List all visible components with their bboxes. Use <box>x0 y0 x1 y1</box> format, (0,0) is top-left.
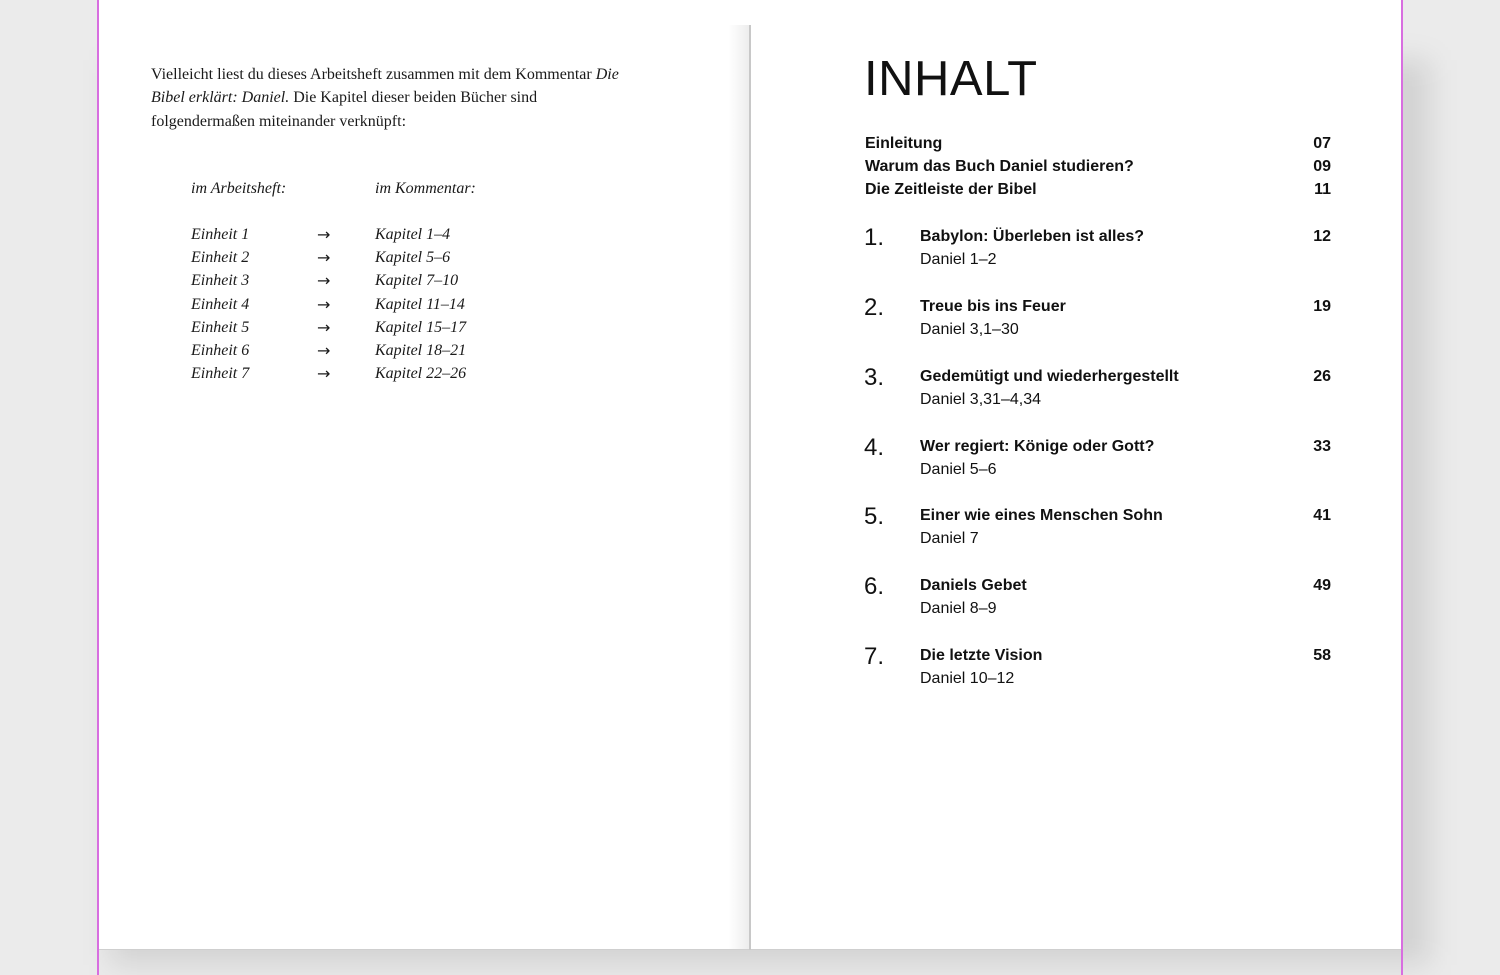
toc-chapter <box>864 294 1331 348</box>
unit-label: Einheit 1 <box>191 226 250 243</box>
previous-page-edge <box>97 0 1403 26</box>
chapter-title: Babylon: Überleben ist alles? <box>920 228 1145 245</box>
toc-page-number: 58 <box>1313 647 1331 664</box>
unit-label: Einheit 3 <box>191 272 250 289</box>
toc-chapter <box>864 573 1331 627</box>
unit-label: Einheit 6 <box>191 342 250 359</box>
right-page <box>750 25 1402 950</box>
chapter-number: 2. <box>864 294 885 321</box>
chapter-title: Wer regiert: Könige oder Gott? <box>920 438 1155 455</box>
chapter-range: Kapitel 1–4 <box>375 226 451 243</box>
chapter-scripture: Daniel 10–12 <box>920 670 1015 687</box>
toc-entry-label: Warum das Buch Daniel studieren? <box>865 158 1134 175</box>
toc-page-number: 07 <box>1313 135 1331 152</box>
mapping-row <box>191 249 521 273</box>
unit-label: Einheit 7 <box>191 365 250 382</box>
unit-label: Einheit 5 <box>191 319 250 336</box>
toc-entry <box>865 158 1331 180</box>
toc-chapter <box>864 434 1331 488</box>
book-gutter <box>749 25 751 950</box>
commentary-title: Die Bibel erklärt: Daniel. <box>151 66 619 107</box>
page-title: INHALT <box>864 52 1038 106</box>
chapter-range: Kapitel 18–21 <box>375 342 467 359</box>
toc-chapter <box>864 224 1331 278</box>
chapter-range: Kapitel 5–6 <box>375 249 451 266</box>
chapter-scripture: Daniel 8–9 <box>920 600 997 617</box>
gutter-shadow <box>728 25 749 949</box>
toc-page-number: 19 <box>1313 298 1331 315</box>
toc-chapter <box>864 643 1331 697</box>
toc-page-number: 33 <box>1313 438 1331 455</box>
chapter-number: 7. <box>864 643 885 670</box>
chapter-title: Einer wie eines Menschen Sohn <box>920 507 1163 524</box>
right-arrow-icon: → <box>317 225 331 244</box>
left-page <box>98 25 749 950</box>
chapter-title: Daniels Gebet <box>920 577 1027 594</box>
mapping-row <box>191 319 521 343</box>
right-arrow-icon: → <box>317 341 331 360</box>
toc-page-number: 11 <box>1314 181 1331 198</box>
toc-entry <box>865 181 1331 203</box>
commentary-column-header: im Kommentar: <box>375 180 476 197</box>
intro-paragraph <box>151 63 621 133</box>
chapter-scripture: Daniel 5–6 <box>920 461 997 478</box>
right-arrow-icon: → <box>317 295 331 314</box>
chapter-number: 5. <box>864 503 885 530</box>
toc-page-number: 49 <box>1313 577 1331 594</box>
chapter-title: Die letzte Vision <box>920 647 1043 664</box>
mapping-row <box>191 342 521 366</box>
right-arrow-icon: → <box>317 318 331 337</box>
intro-text-end: Die Kapitel dieser beiden Bücher sind folgendermaßen miteinander verknüpft: <box>151 89 538 130</box>
chapter-scripture: Daniel 3,1–30 <box>920 321 1019 338</box>
chapter-title: Treue bis ins Feuer <box>920 298 1066 315</box>
toc-page-number: 12 <box>1313 228 1331 245</box>
chapter-scripture: Daniel 7 <box>920 530 979 547</box>
toc-page-number: 41 <box>1313 507 1331 524</box>
toc-entry-label: Die Zeitleiste der Bibel <box>865 181 1037 198</box>
mapping-row <box>191 365 521 389</box>
right-arrow-icon: → <box>317 271 331 290</box>
toc-chapter <box>864 364 1331 418</box>
chapter-scripture: Daniel 1–2 <box>920 251 997 268</box>
workbook-column-header: im Arbeitsheft: <box>191 180 287 197</box>
chapter-number: 1. <box>864 224 885 251</box>
unit-label: Einheit 4 <box>191 296 250 313</box>
chapter-range: Kapitel 7–10 <box>375 272 459 289</box>
mapping-row <box>191 296 521 320</box>
trim-line-right <box>1401 0 1403 975</box>
toc-entry-label: Einleitung <box>865 135 943 152</box>
mapping-row <box>191 272 521 296</box>
mapping-row <box>191 226 521 250</box>
chapter-scripture: Daniel 3,31–4,34 <box>920 391 1041 408</box>
right-arrow-icon: → <box>317 364 331 383</box>
chapter-number: 4. <box>864 434 885 461</box>
chapter-range: Kapitel 15–17 <box>375 319 467 336</box>
mapping-header <box>191 180 521 204</box>
toc-chapter <box>864 503 1331 557</box>
chapter-range: Kapitel 22–26 <box>375 365 467 382</box>
intro-text-start: Vielleicht liest du dieses Arbeitsheft zusammen mit dem Kommentar <box>151 66 596 83</box>
chapter-number: 6. <box>864 573 885 600</box>
right-arrow-icon: → <box>317 248 331 267</box>
chapter-range: Kapitel 11–14 <box>375 296 465 313</box>
unit-label: Einheit 2 <box>191 249 250 266</box>
chapter-title: Gedemütigt und wiederhergestellt <box>920 368 1179 385</box>
toc-page-number: 26 <box>1313 368 1331 385</box>
chapter-number: 3. <box>864 364 885 391</box>
trim-line-left <box>97 0 99 975</box>
toc-entry <box>865 135 1331 157</box>
toc-page-number: 09 <box>1313 158 1331 175</box>
